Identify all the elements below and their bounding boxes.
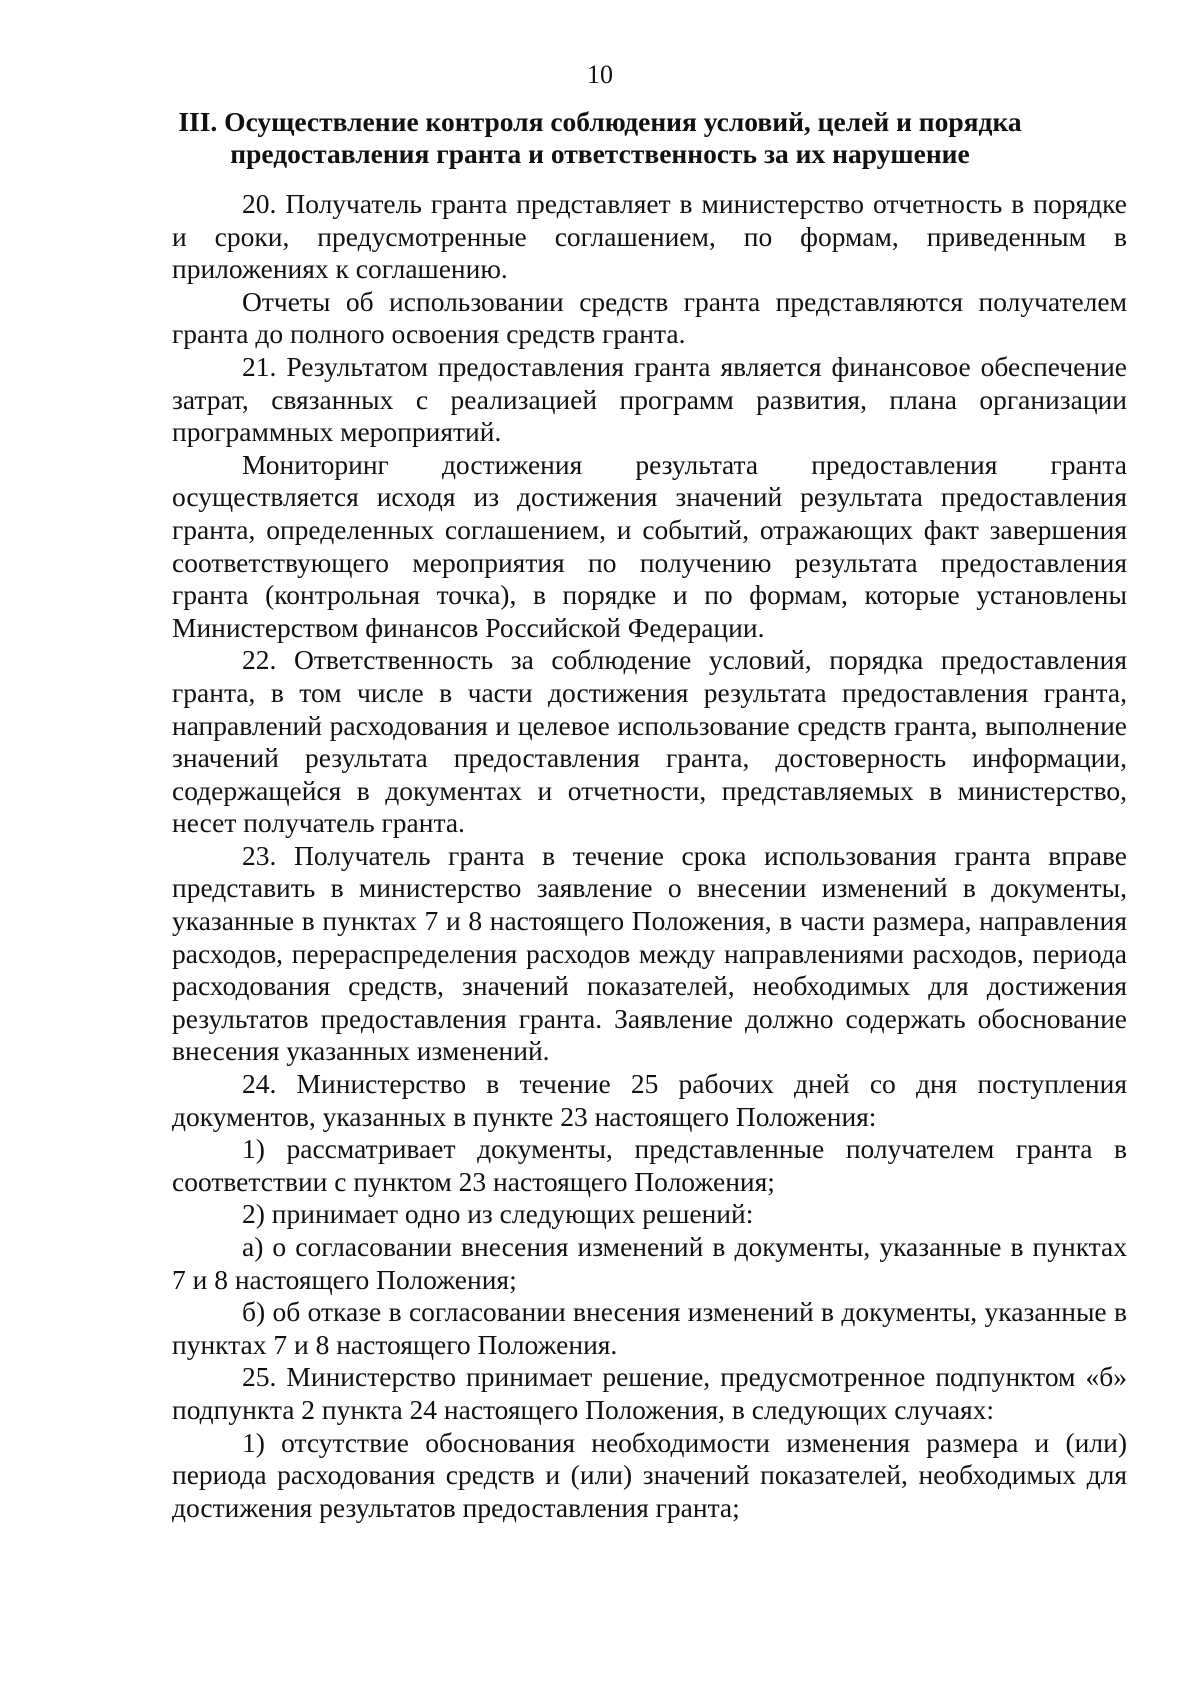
paragraph-24-item-2b: б) об отказе в согласовании внесения изменений в документы, указанные в пунктах 7 и 8 настоящего Положения. [172,1296,1127,1360]
paragraph-21-monitoring: Мониторинг достижения результата предоставления гранта осуществляется исходя из достижения значений результата предоставления гранта, определенных соглашением, и событий, отражающих факт завершения соответствующего мероприятия по получению результата предоставления гранта (контрольная точка), в порядке и по формам, которые установлены Министерством финансов Российской Федерации. [172,448,1127,643]
paragraph-25-item-1: 1) отсутствие обоснования необходимости изменения размера и (или) периода расходования средств и (или) значений показателей, необходимых для достижения результатов предоставления гранта; [172,1426,1127,1523]
paragraph-24-item-1: 1) рассматривает документы, представленные получателем гранта в соответствии с пунктом 23 настоящего Положения; [172,1133,1127,1197]
section-heading-line-2: предоставления гранта и ответственность за их нарушение [230,138,970,169]
paragraph-23: 23. Получатель гранта в течение срока использования гранта вправе представить в министерство заявление о внесении изменений в документы, указанные в пунктах 7 и 8 настоящего Положения, в части размера, направления расходов, перераспределения расходов между направлениями расходов, периода расходования средств, значений показателей, необходимых для достижения результатов предоставления гранта. Заявление должно содержать обоснование внесения указанных изменений. [172,839,1127,1067]
paragraph-20-reports: Отчеты об использовании средств гранта представляются получателем гранта до полного освоения средств гранта. [172,285,1127,350]
paragraph-21: 21. Результатом предоставления гранта является финансовое обеспечение затрат, связанных с реализацией программ развития, плана организации программных мероприятий. [172,350,1127,448]
paragraph-20: 20. Получатель гранта представляет в министерство отчетность в порядке и сроки, предусмотренные соглашением, по формам, приведенным в приложениях к соглашению. [172,188,1127,285]
section-heading-line-1: III. Осуществление контроля соблюдения условий, целей и порядка [178,106,1022,137]
paragraph-24-item-2: 2) принимает одно из следующих решений: [242,1198,754,1230]
section-heading [140,106,1060,170]
page-number: 10 [587,60,613,89]
paragraph-22: 22. Ответственность за соблюдение условий, порядка предоставления гранта, в том числе в части достижения результата предоставления гранта, направлений расходования и целевое использование средств гранта, выполнение значений результата предоставления гранта, достоверность информации, содержащейся в документах и отчетности, представляемых в министерство, несет получатель гранта. [172,644,1127,839]
document-body [172,188,1127,1524]
paragraph-25: 25. Министерство принимает решение, предусмотренное подпунктом «б» подпункта 2 пункта 24 настоящего Положения, в следующих случаях: [172,1361,1127,1425]
paragraph-24: 24. Министерство в течение 25 рабочих дней со дня поступления документов, указанных в пункте 23 настоящего Положения: [172,1068,1127,1132]
paragraph-24-item-2a: а) о согласовании внесения изменений в документы, указанные в пунктах 7 и 8 настоящего Положения; [172,1231,1127,1295]
